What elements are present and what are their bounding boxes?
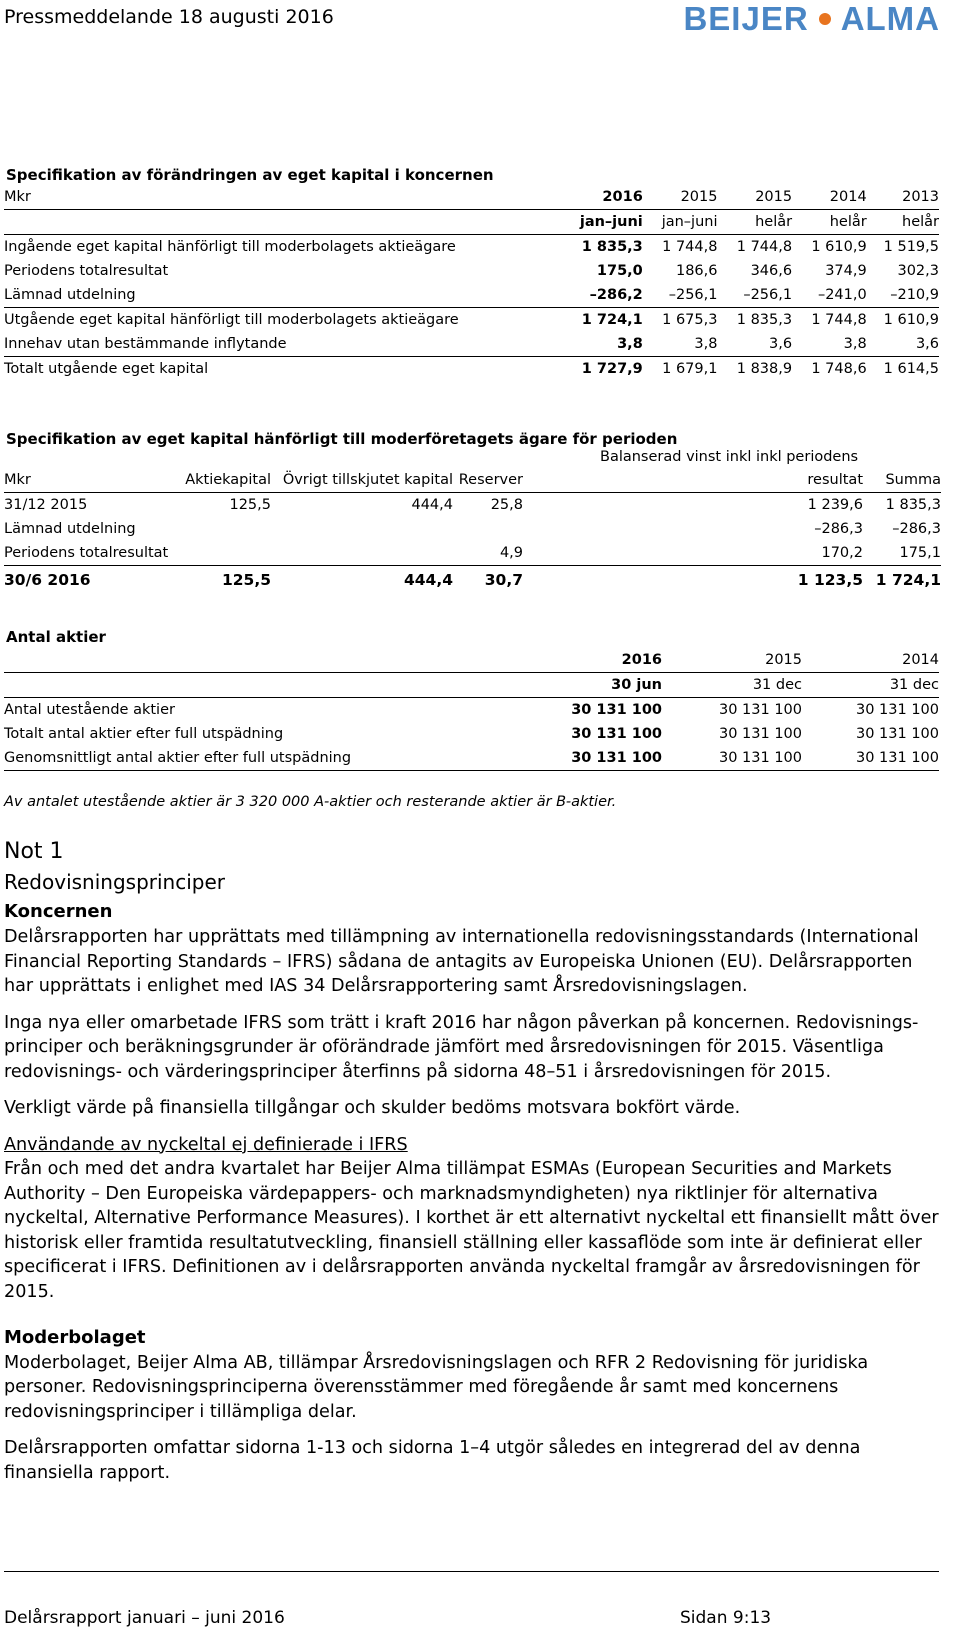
note-heading: Not 1	[4, 839, 64, 864]
shares-title: Antal aktier	[6, 628, 106, 646]
parent-equity-title: Specifikation av eget kapital hänförligt till moderföretagets ägare för perioden	[6, 430, 678, 448]
paragraph: Delårsrapporten har upprättats med tillämpning av internationella redovisningsstandards (International Financial Reporting Standards – IFRS) sådana de antagits av Europeiska Unionen (EU). Delårsrapporten har upprättats i enlighet med IAS 34 Delårsrapportering samt Årsredovisningslagen.	[4, 927, 919, 996]
logo-dot-icon	[819, 13, 831, 25]
footer-divider	[4, 1571, 939, 1572]
retained-earnings-header-top: Balanserad vinst inkl inkl periodens	[600, 449, 859, 465]
group-heading: Koncernen	[4, 901, 113, 922]
paragraph: Verkligt värde på finansiella tillgångar och skulder bedöms motsvara bokfört värde.	[4, 1098, 741, 1118]
table-row: Lämnad utdelning –286,3 –286,3	[4, 521, 941, 537]
table-row: 30/6 2016 125,5 444,4 30,7 1 123,5 1 724,1	[4, 571, 941, 589]
press-release-title: Pressmeddelande 18 augusti 2016	[4, 6, 334, 28]
company-logo: BEIJER ALMA	[683, 0, 940, 37]
table-row: Ingående eget kapital hänförligt till moderbolagets aktieägare 1 835,3 1 744,8 1 744,8 1 610,9 1 519,5	[4, 239, 939, 255]
paragraph: Från och med det andra kvartalet har Beijer Alma tillämpat ESMAs (European Securities and Markets Authority – Den Europeiska värdepappers- och marknadsmyndigheten) nya riktlinjer för alternativa nyckeltal, Alternative Performance Measures). I korthet är ett alternativt nyckeltal ett finansiellt mått över historisk eller framtida resultatutveckling, finansiell ställning eller kassaflöde som inte är definierat eller specificerat i IFRS. Definitionen av i delårsrapporten använda nyckeltal framgår av årsredovisningen för 2015.	[4, 1159, 939, 1302]
parent-equity-table: Mkr Aktiekapital Övrigt tillskjutet kapital Reserver resultat Summa 31/12 2015 125,5 444,4 25,8 1 239,6 1 835,3 Lämnad utdelning –286,3 –286,3 Periodens totalresultat 4,9 170,2 175,1 30/6 2016 125,5 444,4 30,7 1 123,5 1 724,1	[4, 468, 941, 594]
footer-report-title: Delårsrapport januari – juni 2016	[4, 1608, 285, 1628]
table-row: Periodens totalresultat 175,0 186,6 346,6 374,9 302,3	[4, 263, 939, 279]
parent-company-heading: Moderbolaget	[4, 1327, 146, 1348]
table-row: Innehav utan bestämmande inflytande 3,8 3,8 3,6 3,8 3,6	[4, 332, 939, 357]
note-1-section	[4, 836, 939, 1497]
paragraph: Inga nya eller omarbetade IFRS som trätt i kraft 2016 har någon påverkan på koncernen. Redovisnings-principer och beräkningsgrunder är oförändrade jämfört med årsredovisningen för 2015. Väsentliga redovisnings- och värderingsprinciper återfinns på sidorna 48–51 i årsredovisningen för 2015.	[4, 1012, 919, 1082]
table-row: Lämnad utdelning –286,2 –256,1 –256,1 –241,0 –210,9	[4, 283, 939, 308]
table-row: Antal utestående aktier 30 131 100 30 131 100 30 131 100	[4, 702, 939, 718]
table-row: Periodens totalresultat 4,9 170,2 175,1	[4, 541, 941, 566]
kpi-subheading: Användande av nyckeltal ej definierade i IFRS	[4, 1134, 408, 1155]
table-row: Totalt antal aktier efter full utspädning 30 131 100 30 131 100 30 131 100	[4, 726, 939, 742]
table-row: Utgående eget kapital hänförligt till moderbolagets aktieägare 1 724,1 1 675,3 1 835,3 1 744,8 1 610,9	[4, 312, 939, 328]
equity-changes-table: Mkr 2016 2015 2015 2014 2013 jan–juni jan–juni helår helår helår Ingående eget kapital hänförligt till moderbolagets aktieägare 1 835,3 1 744,8 1 744,8 1 610,9 1 519,5 Periodens totalresultat 175,0 186,6 346,6 374,9 302,3 Lämnad utdelning –286,2 –256,1 –256,1 –241,0 –210,9 Utgående eget kapital hänförligt till moderbolagets aktieägare 1 724,1 1 675,3 1 835,3 1 744,8 1 610,9 Innehav utan bestämmande inflytande 3,8 3,8 3,6 3,8 3,6 Totalt utgående eget kapital 1 727,9 1 679,1 1 838,9 1 748,6 1 614,5	[4, 185, 939, 381]
paragraph: Delårsrapporten omfattar sidorna 1-13 och sidorna 1–4 utgör således en integrerad del av denna finansiella rapport.	[4, 1438, 861, 1483]
note-subheading: Redovisningsprinciper	[4, 870, 225, 894]
shares-note: Av antalet utestående aktier är 3 320 000 A-aktier och resterande aktier är B-aktier.	[4, 794, 617, 810]
page-number: Sidan 9:13	[680, 1608, 772, 1628]
equity-changes-title: Specifikation av förändringen av eget kapital i koncernen	[6, 166, 494, 184]
shares-table: 2016 2015 2014 30 jun 31 dec 31 dec Antal utestående aktier 30 131 100 30 131 100 30 131 100 Totalt antal aktier efter full utspädning 30 131 100 30 131 100 30 131 100 Genomsnittligt antal aktier efter full utspädning 30 131 100 30 131 100 30 131 100	[4, 648, 939, 771]
table-row: Totalt utgående eget kapital 1 727,9 1 679,1 1 838,9 1 748,6 1 614,5	[4, 361, 939, 377]
table-row: 31/12 2015 125,5 444,4 25,8 1 239,6 1 835,3	[4, 497, 941, 513]
table-row: Genomsnittligt antal aktier efter full utspädning 30 131 100 30 131 100 30 131 100	[4, 746, 939, 771]
paragraph: Moderbolaget, Beijer Alma AB, tillämpar Årsredovisningslagen och RFR 2 Redovisning för juridiska personer. Redovisningsprinciperna överensstämmer med föregående år samt med koncernens redovisningsprinciper i tillämpliga delar.	[4, 1352, 869, 1422]
